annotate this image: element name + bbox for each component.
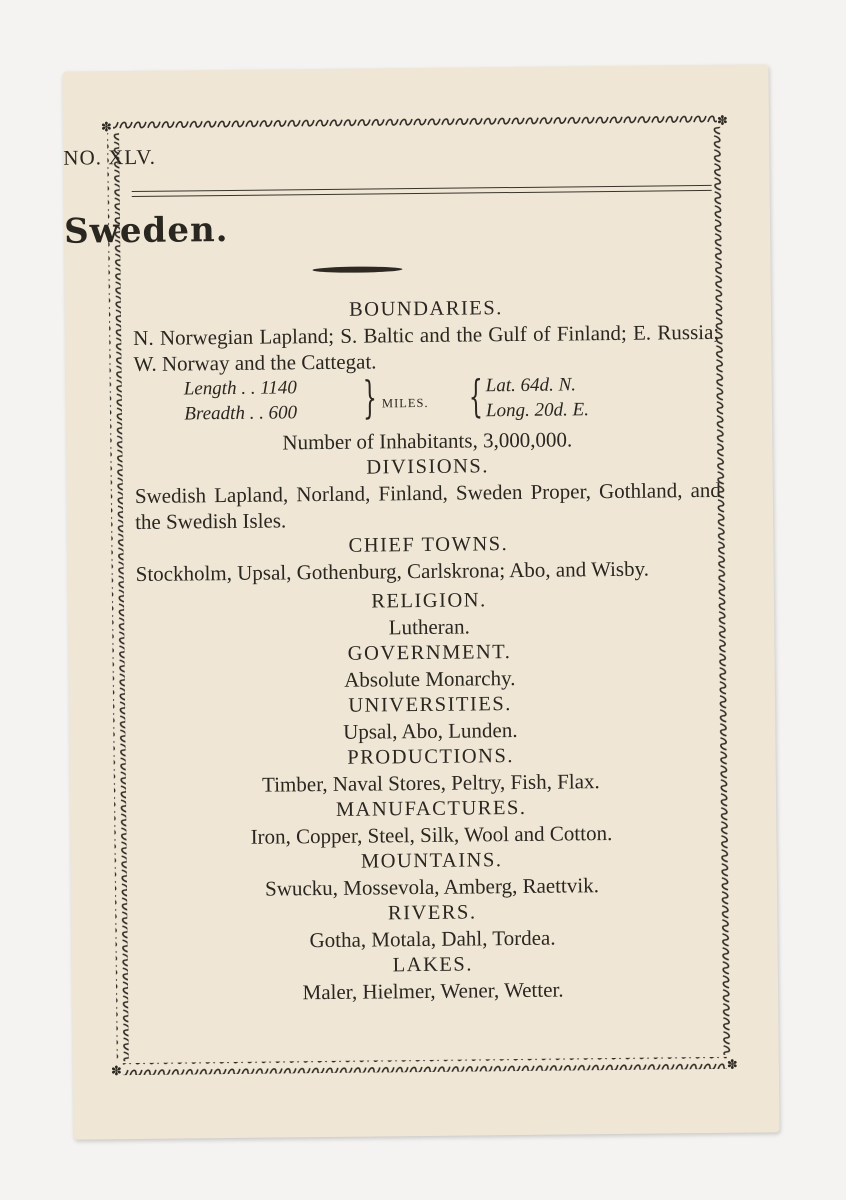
card [62,64,779,1139]
latitude: Lat. 64d. N. [485,374,577,397]
section-heading: MOUNTAINS. [360,849,503,873]
section-heading: RIVERS. [387,901,477,925]
section-text: Upsal, Abo, Lunden. [343,717,518,744]
section-heading: RELIGION. [371,589,487,613]
section-heading: UNIVERSITIES. [348,693,512,717]
section-text: Lutheran. [388,614,470,640]
section-heading: PRODUCTIONS. [347,745,515,769]
section-text: Maler, Hielmer, Wener, Wetter. [302,977,564,1005]
section-heading: CHIEF TOWNS. [348,533,509,557]
longitude: Long. 20d. E. [485,399,590,422]
right-brace: } [362,372,378,424]
section-text: Stockholm, Upsal, Gothenburg, Carlskrona; Abo, and Wisby. [135,556,650,586]
length-value: Length . . 1140 [183,377,297,400]
miles-label: MILES. [381,395,429,411]
left-brace: { [468,371,484,423]
section-text: Absolute Monarchy. [344,666,516,692]
inhabitants: Number of Inhabitants, 3,000,000. [282,427,573,455]
corner-ornament: ✽ [100,120,113,136]
size-values [184,375,298,426]
coordinates [486,372,589,423]
section-text: Timber, Naval Stores, Peltry, Fish, Flax. [261,769,600,797]
section-text: Gotha, Motala, Dahl, Tordea. [309,925,556,953]
corner-ornament: ✽ [726,1057,738,1073]
breadth-value: Breadth . . 600 [184,402,298,425]
dimensions-block [134,371,721,431]
card-title: Sweden. [63,209,229,252]
section-text: Iron, Copper, Steel, Silk, Wool and Cotton. [250,821,613,849]
section-heading: LAKES. [392,953,474,977]
section-heading: DIVISIONS. [366,455,490,479]
section-text: N. Norwegian Lapland; S. Baltic and the Gulf of Finland; E. Russia; W. Norway and the Cattegat. [133,319,720,376]
corner-ornament: ✽ [110,1064,122,1080]
section-heading: BOUNDARIES. [348,297,503,321]
section-text: Swedish Lapland, Norland, Finland, Sweden Proper, Gothland, and the Swedish Isles. [134,477,721,534]
corner-ornament: ✽ [716,113,728,129]
card-number: NO. XLV. [63,144,157,170]
section-heading: GOVERNMENT. [347,641,512,665]
section-text: Swucku, Mossevola, Amberg, Raettvik. [264,873,600,901]
card-body [133,293,726,1007]
section-heading: MANUFACTURES. [335,796,527,821]
